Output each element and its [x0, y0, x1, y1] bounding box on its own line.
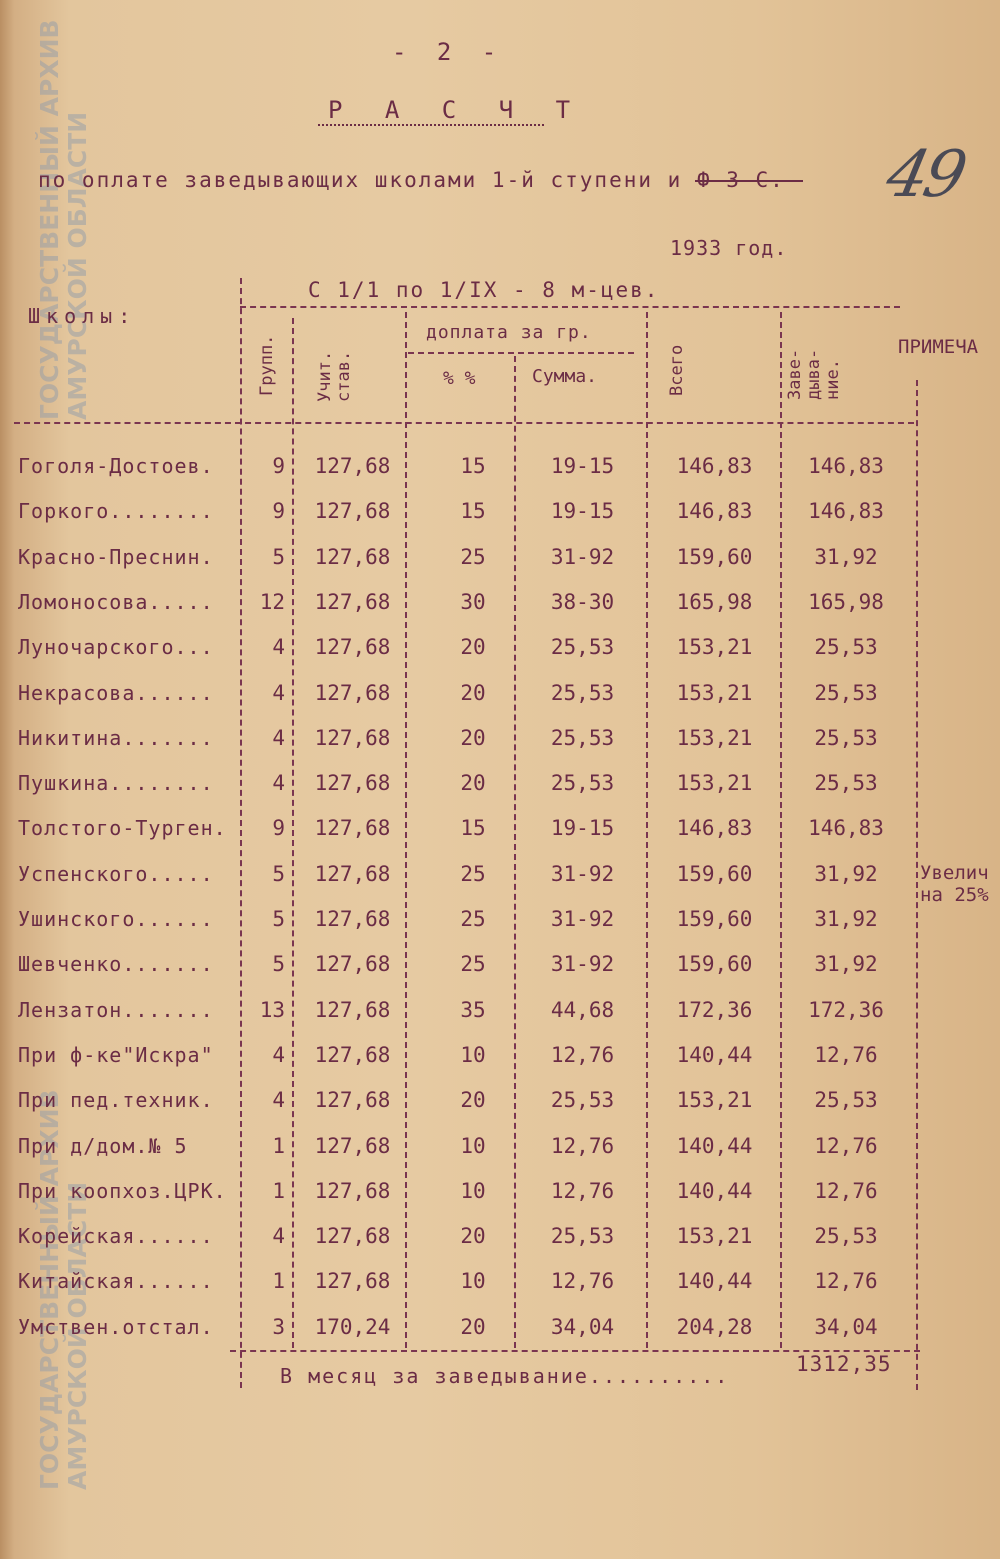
school-name: Китайская...... [18, 1269, 214, 1294]
groups-count: 5 [272, 907, 285, 931]
teacher-rate: 127,68 [314, 1133, 391, 1158]
archive-stamp-top [36, 360, 92, 420]
extra-pay-percent: 15 [460, 816, 486, 841]
extra-pay-sum: 25,53 [550, 1088, 615, 1113]
teacher-rate: 127,68 [314, 454, 391, 478]
table-row [0, 623, 1000, 668]
groups-count: 4 [272, 680, 285, 705]
extra-pay-percent: 10 [460, 1178, 486, 1203]
total-amount: 146,83 [676, 499, 753, 524]
header-groups: Групп. [257, 334, 277, 396]
extra-pay-sum: 12,76 [550, 1042, 615, 1067]
archive-stamp-line1 [36, 1430, 64, 1490]
header-sum: Сумма. [532, 366, 598, 387]
management-pay: 31,92 [814, 861, 878, 886]
extra-pay-sum: 19-15 [550, 816, 615, 841]
extra-pay-percent: 25 [460, 861, 486, 886]
table-row [0, 940, 1000, 985]
extra-pay-sum: 25,53 [550, 771, 615, 796]
header-management: Заве- дыва- ние. [785, 348, 843, 400]
table-row [0, 986, 1000, 1031]
extra-pay-sum: 12,76 [550, 1269, 615, 1294]
archive-stamp-line1 [36, 360, 64, 420]
document-title: Р А С Ч Т [328, 96, 585, 124]
teacher-rate: 127,68 [314, 1088, 391, 1113]
extra-pay-percent: 25 [460, 952, 486, 977]
groups-count: 9 [272, 816, 285, 841]
management-pay: 146,83 [808, 454, 884, 478]
table-row [0, 1167, 1000, 1212]
groups-count: 9 [272, 454, 285, 478]
extra-pay-sum: 31-92 [550, 907, 615, 931]
management-pay: 25,53 [814, 771, 878, 796]
management-pay: 34,04 [814, 1314, 878, 1339]
extra-pay-percent: 20 [460, 1088, 486, 1113]
groups-count: 3 [272, 1314, 285, 1339]
groups-count: 1 [272, 1178, 285, 1203]
teacher-rate: 127,68 [314, 680, 391, 705]
total-amount: 159,60 [676, 544, 753, 569]
archive-stamp-line2 [64, 1430, 92, 1490]
teacher-rate: 127,68 [314, 725, 391, 750]
groups-count: 12 [259, 589, 285, 614]
extra-pay-percent: 25 [460, 544, 486, 569]
teacher-rate: 127,68 [314, 544, 391, 569]
extra-pay-percent: 20 [460, 1224, 486, 1249]
school-name: Успенского..... [18, 861, 214, 886]
total-amount: 172,36 [676, 997, 753, 1022]
management-pay: 12,76 [814, 1269, 878, 1294]
teacher-rate: 127,68 [314, 499, 391, 524]
strikethrough-line [695, 180, 803, 182]
management-pay: 31,92 [814, 952, 878, 977]
table-row [0, 1212, 1000, 1257]
extra-pay-percent: 10 [460, 1133, 486, 1158]
extra-pay-percent: 20 [460, 680, 486, 705]
school-name: Пушкина........ [18, 771, 214, 796]
header-note: ПРИМЕЧА [898, 336, 979, 358]
extra-pay-percent: 20 [460, 725, 486, 750]
total-amount: 146,83 [676, 816, 753, 841]
table-row [0, 533, 1000, 578]
teacher-rate: 127,68 [314, 1178, 391, 1203]
handwritten-page-number: 49 [880, 138, 970, 212]
school-name: При д/дом.№ 5 [18, 1133, 188, 1158]
archive-stamp-bottom [36, 1430, 92, 1490]
total-amount: 153,21 [676, 635, 753, 660]
total-amount: 140,44 [676, 1269, 753, 1294]
teacher-rate: 170,24 [314, 1314, 391, 1339]
extra-pay-sum: 31-92 [550, 952, 615, 977]
total-amount: 165,98 [676, 589, 753, 614]
row-note: Увелич [920, 861, 989, 884]
table-row [0, 850, 1000, 895]
extra-pay-sum: 25,53 [550, 680, 615, 705]
school-name: Красно-Преснин. [18, 544, 214, 569]
extra-pay-percent: 20 [460, 635, 486, 660]
document-year: 1933 год. [670, 236, 788, 260]
management-pay: 31,92 [814, 544, 878, 569]
school-name: Ломоносова..... [18, 589, 214, 614]
extra-pay-sum: 12,76 [550, 1178, 615, 1203]
school-name: При коопхоз.ЦРК. [18, 1178, 227, 1203]
extra-pay-percent: 15 [460, 499, 486, 524]
table-rule [14, 422, 914, 424]
groups-count: 4 [272, 771, 285, 796]
management-pay: 25,53 [814, 725, 878, 750]
extra-pay-percent: 10 [460, 1042, 486, 1067]
management-pay: 25,53 [814, 1224, 878, 1249]
header-extra-pay: доплата за гр. [426, 322, 592, 343]
total-amount: 153,21 [676, 1224, 753, 1249]
extra-pay-sum: 12,76 [550, 1133, 615, 1158]
school-name: Умствен.отстал. [18, 1314, 214, 1339]
table-row [0, 1257, 1000, 1302]
total-amount: 153,21 [676, 1088, 753, 1113]
extra-pay-percent: 30 [460, 589, 486, 614]
title-underline [318, 124, 544, 126]
table-row [0, 714, 1000, 759]
management-pay: 25,53 [814, 635, 878, 660]
management-pay: 31,92 [814, 907, 878, 931]
groups-count: 4 [272, 1224, 285, 1249]
school-name: Луночарского... [18, 635, 214, 660]
header-schools: Школы: [28, 304, 137, 328]
total-amount: 140,44 [676, 1042, 753, 1067]
teacher-rate: 127,68 [314, 816, 391, 841]
extra-pay-sum: 25,53 [550, 1224, 615, 1249]
management-pay: 172,36 [808, 997, 884, 1022]
management-pay: 165,98 [808, 589, 884, 614]
table-row [0, 1303, 1000, 1348]
extra-pay-percent: 10 [460, 1269, 486, 1294]
groups-count: 4 [272, 725, 285, 750]
teacher-rate: 127,68 [314, 635, 391, 660]
extra-pay-percent: 25 [460, 907, 486, 931]
total-value: 1312,35 [796, 1352, 892, 1376]
table-row [0, 487, 1000, 532]
teacher-rate: 127,68 [314, 952, 391, 977]
teacher-rate: 127,68 [314, 861, 391, 886]
page-number: - 2 - [392, 38, 505, 66]
table-row [0, 895, 1000, 940]
groups-count: 5 [272, 861, 285, 886]
extra-pay-percent: 20 [460, 771, 486, 796]
extra-pay-percent: 20 [460, 1314, 486, 1339]
total-amount: 140,44 [676, 1133, 753, 1158]
extra-pay-sum: 34,04 [550, 1314, 615, 1339]
teacher-rate: 127,68 [314, 1042, 391, 1067]
teacher-rate: 127,68 [314, 771, 391, 796]
management-pay: 12,76 [814, 1178, 878, 1203]
row-note-continuation: на 25% [920, 884, 989, 906]
table-row [0, 804, 1000, 849]
groups-count: 5 [272, 952, 285, 977]
archive-stamp-line2 [64, 360, 92, 420]
extra-pay-sum: 31-92 [550, 861, 615, 886]
table-rule [240, 306, 900, 308]
school-name: Толстого-Турген. [18, 816, 227, 841]
header-teacher-rate: Учит. став. [315, 350, 354, 402]
teacher-rate: 127,68 [314, 1224, 391, 1249]
total-amount: 153,21 [676, 680, 753, 705]
table-row [0, 1076, 1000, 1121]
management-pay: 12,76 [814, 1042, 878, 1067]
extra-pay-percent: 35 [460, 997, 486, 1022]
management-pay: 25,53 [814, 1088, 878, 1113]
school-name: Горкого........ [18, 499, 214, 524]
document-subtitle: по оплате заведывающих школами 1-й ступени и Ф З С. [38, 168, 785, 192]
teacher-rate: 127,68 [314, 907, 391, 931]
groups-count: 4 [272, 1042, 285, 1067]
total-amount: 153,21 [676, 771, 753, 796]
table-rule [408, 352, 634, 354]
school-name: Гоголя-Достоев. [18, 454, 214, 478]
extra-pay-sum: 31-92 [550, 544, 615, 569]
table-row [0, 759, 1000, 804]
school-name: Некрасова...... [18, 680, 214, 705]
teacher-rate: 127,68 [314, 1269, 391, 1294]
groups-count: 13 [259, 997, 285, 1022]
school-name: При ф-ке"Искра" [18, 1042, 214, 1067]
extra-pay-percent: 15 [460, 454, 486, 478]
total-amount: 146,83 [676, 454, 753, 478]
groups-count: 1 [272, 1269, 285, 1294]
table-row [0, 669, 1000, 714]
header-total: Всего [667, 344, 687, 396]
total-amount: 159,60 [676, 861, 753, 886]
table-row [0, 578, 1000, 623]
total-amount: 204,28 [676, 1314, 753, 1339]
groups-count: 4 [272, 635, 285, 660]
teacher-rate: 127,68 [314, 589, 391, 614]
management-pay: 146,83 [808, 499, 884, 524]
total-amount: 153,21 [676, 725, 753, 750]
total-amount: 159,60 [676, 952, 753, 977]
school-name: Лензатон....... [18, 997, 214, 1022]
extra-pay-sum: 19-15 [550, 454, 615, 478]
table-period: С 1/1 по 1/IX - 8 м-цев. [308, 278, 660, 302]
teacher-rate: 127,68 [314, 997, 391, 1022]
school-name: Корейская...... [18, 1224, 214, 1249]
table-row [0, 1031, 1000, 1076]
management-pay: 12,76 [814, 1133, 878, 1158]
table-row [0, 442, 1000, 487]
groups-count: 9 [272, 499, 285, 524]
extra-pay-sum: 44,68 [550, 997, 615, 1022]
extra-pay-sum: 25,53 [550, 635, 615, 660]
header-percent: % % [443, 368, 476, 389]
school-name: Никитина....... [18, 725, 214, 750]
extra-pay-sum: 38-30 [550, 589, 615, 614]
management-pay: 25,53 [814, 680, 878, 705]
table-row [0, 1122, 1000, 1167]
groups-count: 1 [272, 1133, 285, 1158]
groups-count: 4 [272, 1088, 285, 1113]
management-pay: 146,83 [808, 816, 884, 841]
school-name: При пед.техник. [18, 1088, 214, 1113]
total-amount: 140,44 [676, 1178, 753, 1203]
total-label: В месяц за заведывание.......... [280, 1364, 730, 1388]
extra-pay-sum: 19-15 [550, 499, 615, 524]
total-amount: 159,60 [676, 907, 753, 931]
school-name: Шевченко....... [18, 952, 214, 977]
extra-pay-sum: 25,53 [550, 725, 615, 750]
groups-count: 5 [272, 544, 285, 569]
school-name: Ушинского...... [18, 907, 214, 931]
